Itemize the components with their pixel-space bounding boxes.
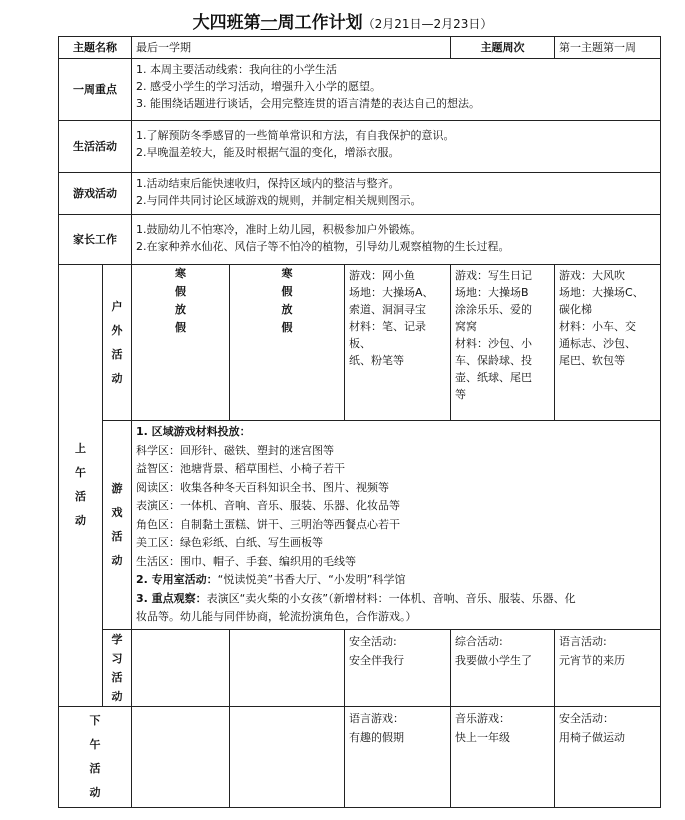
weekly-focus-content — [132, 59, 661, 121]
title-prefix: 大四班第 — [192, 13, 261, 33]
theme-name-value: 最后一学期 — [132, 37, 451, 59]
special-room-line: 2. 专用室活动：“悦读悦美”书香大厅、“小发明”科学馆 — [136, 573, 406, 586]
weekly-focus-line: 3. 能围绕话题进行谈话，会用完整连贯的语言清楚的表达自己的想法。 — [136, 97, 480, 110]
area-material-item: 科学区：回形针、磁铁、塑封的迷宫图等 — [136, 443, 334, 457]
page-title — [0, 8, 685, 33]
play-activity-label: 游戏活动 — [103, 421, 132, 630]
weekly-focus-line: 2. 感受小学生的学习活动，增强升入小学的愿望。 — [136, 80, 381, 93]
afternoon-day4-cell: 音乐游戏： 快上一年级 — [451, 706, 555, 807]
area-material-item: 美工区：绿色彩纸、白纸、写生画板等 — [136, 536, 323, 549]
play-activity-content — [132, 421, 661, 630]
parent-work-line: 1.鼓励幼儿不怕寒冷，准时上幼儿园，积极参加户外锻炼。 — [136, 223, 422, 236]
afternoon-day3-cell: 语言游戏： 有趣的假期 — [345, 706, 451, 807]
outdoor-activity-label: 户外活动 — [103, 265, 132, 421]
life-activity-line: 2.早晚温差较大，能及时根据气温的变化，增添衣服。 — [136, 146, 400, 159]
parent-work-line: 2.在家种养水仙花、风信子等不怕冷的植物，引导幼儿观察植物的生长过程。 — [136, 240, 510, 253]
study-day4-cell: 综合活动: 我要做小学生了 — [451, 629, 555, 706]
life-activity-label: 生活活动 — [59, 121, 132, 173]
afternoon-day5-cell: 安全活动： 用椅子做运动 — [555, 706, 661, 807]
life-activity-content — [132, 121, 661, 173]
afternoon-activity-label: 下午活动 — [59, 706, 132, 807]
key-observation-line: 3. 重点观察：表演区“卖火柴的小女孩”（新增材料：一体机、音响、音乐、服装、乐器、化 — [136, 591, 576, 605]
morning-activity-label: 上午活动 — [59, 265, 103, 707]
area-material-item: 角色区：自制黏土蛋糕、饼干、三明治等西餐点心若干 — [136, 517, 400, 531]
area-materials-heading: 1. 区域游戏材料投放： — [136, 425, 251, 438]
outdoor-day1-holiday: 寒假放假 — [132, 265, 230, 421]
study-day1-cell — [132, 629, 230, 706]
outdoor-day3-cell: 游戏：网小鱼 场地：大操场A、 索道、洞洞寻宝 材料：笔、记录板、 纸、粉笔等 — [345, 265, 451, 421]
title-suffix: 周工作计划 — [277, 13, 363, 33]
weekly-plan-table — [58, 36, 661, 808]
area-material-item: 表演区：一体机、音响、音乐、服装、乐器、化妆品等 — [136, 499, 400, 512]
study-day2-cell — [230, 629, 345, 706]
area-material-item: 生活区：围巾、帽子、手套、编织用的毛线等 — [136, 554, 356, 568]
theme-week-value: 第一主题第一周 — [555, 37, 661, 59]
game-activity-label: 游戏活动 — [59, 173, 132, 215]
title-date-range: （2月21日—2月23日） — [362, 17, 493, 31]
area-material-item: 阅读区：收集各种冬天百科知识全书、图片、视频等 — [136, 480, 389, 494]
outdoor-day5-cell: 游戏：大风吹 场地：大操场C、 碳化梯 材料：小车、交 通标志、沙包、 尾巴、软包等 — [555, 265, 661, 421]
afternoon-day2-cell — [230, 706, 345, 807]
key-observation-line: 妆品等。幼儿能与同伴协商，轮流扮演角色，合作游戏。） — [136, 610, 417, 623]
theme-week-label: 主题周次 — [451, 37, 555, 59]
afternoon-day1-cell — [132, 706, 230, 807]
study-day5-cell: 语言活动: 元宵节的来历 — [555, 629, 661, 706]
parent-work-label: 家长工作 — [59, 215, 132, 265]
parent-work-content — [132, 215, 661, 265]
area-material-item: 益智区：池塘背景、稻草围栏、小椅子若干 — [136, 462, 345, 475]
game-activity-line: 2.与同伴共同讨论区域游戏的规则，并制定相关规则图示。 — [136, 194, 422, 207]
weekly-focus-label: 一周重点 — [59, 59, 132, 121]
game-activity-content — [132, 173, 661, 215]
life-activity-line: 1.了解预防冬季感冒的一些简单常识和方法，有自我保护的意识。 — [136, 129, 455, 142]
theme-name-label: 主题名称 — [59, 37, 132, 59]
game-activity-line: 1.活动结束后能快速收归，保持区域内的整洁与整齐。 — [136, 177, 400, 190]
title-week-number: 一 — [260, 13, 278, 33]
weekly-focus-line: 1. 本周主要活动线索：我向往的小学生活 — [136, 63, 337, 76]
outdoor-day2-holiday: 寒假放假 — [230, 265, 345, 421]
outdoor-day4-cell: 游戏：写生日记 场地：大操场B 涂涂乐乐、爱的 窝窝 材料：沙包、小 车、保龄球、投 壶、纸球、尾巴 等 — [451, 265, 555, 421]
study-day3-cell: 安全活动: 安全伴我行 — [345, 629, 451, 706]
study-activity-label: 学习活动 — [103, 629, 132, 706]
